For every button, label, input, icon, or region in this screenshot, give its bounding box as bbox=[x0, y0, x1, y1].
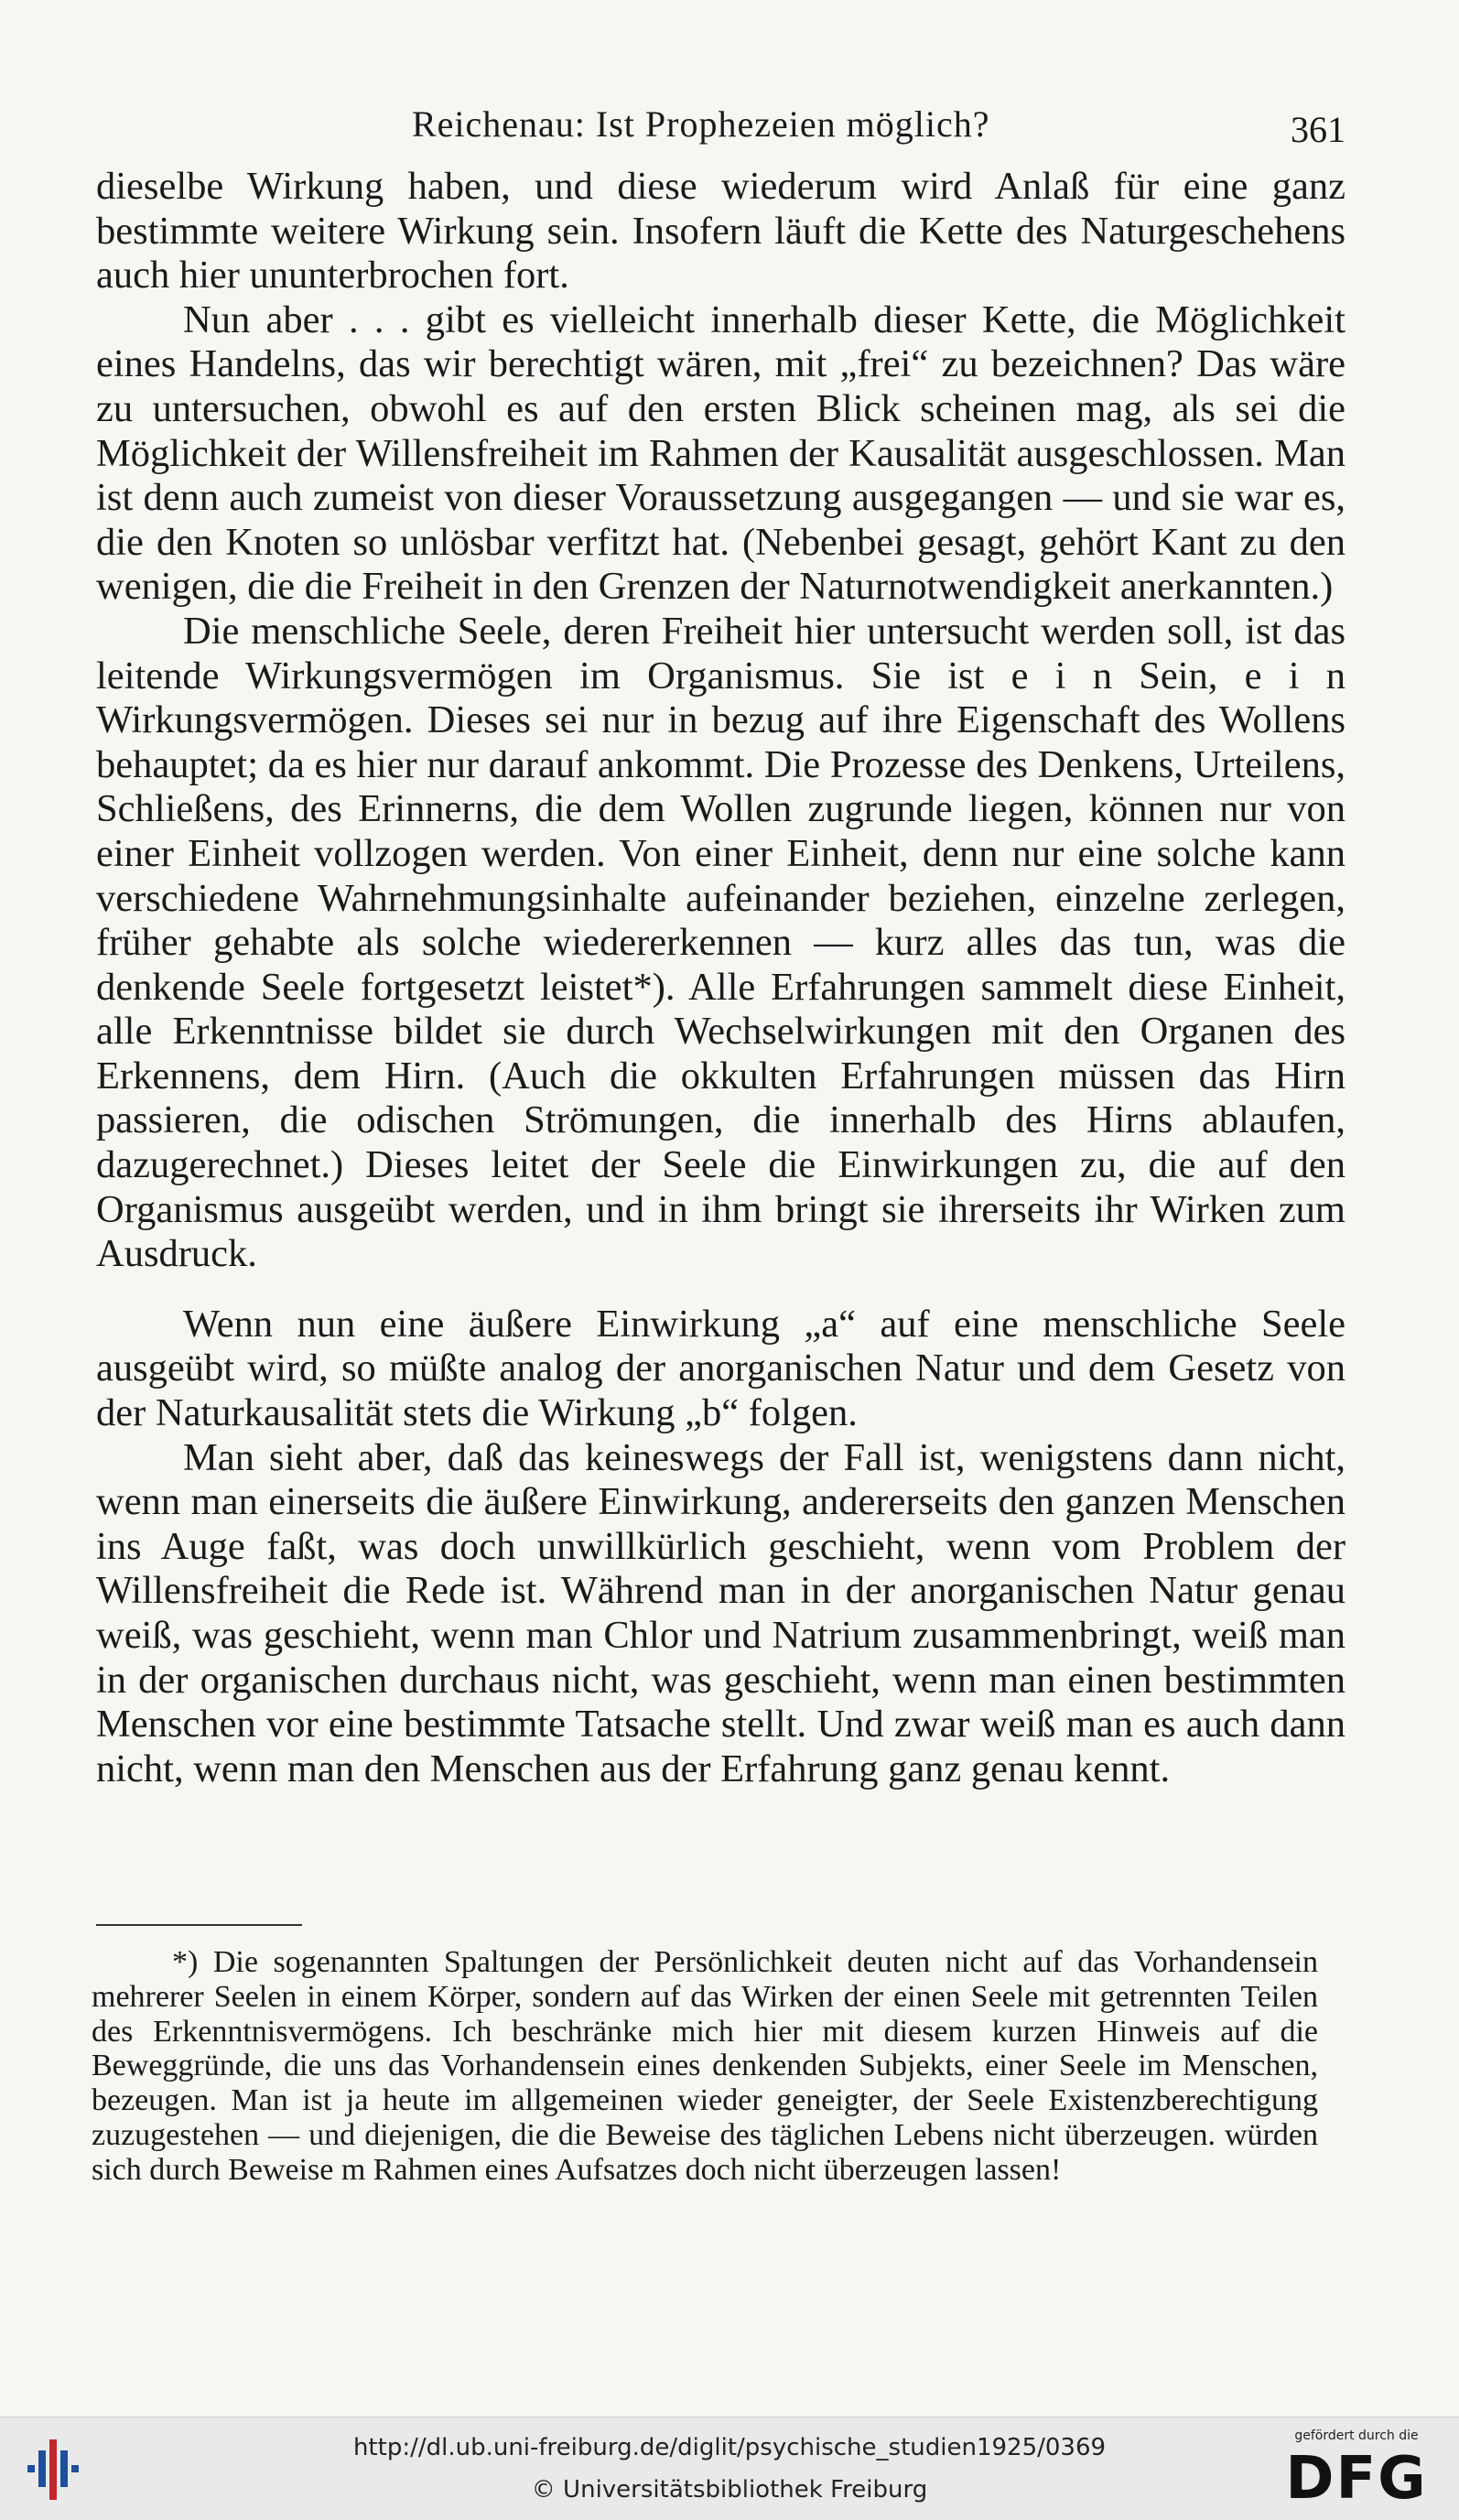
dfg-logo-text: DFG bbox=[1285, 2445, 1428, 2513]
page-number: 361 bbox=[1291, 109, 1346, 150]
dfg-logo bbox=[1274, 2428, 1439, 2513]
paragraph: Nun aber . . . gibt es vielleicht innerhalb dieser Kette, die Möglichkeit eines Handelns, das wir berechtigt wären, mit „frei“ zu bezeichnen? Das wäre zu untersuchen, obwohl es auf den ersten Blick scheinen mag, als sei die Möglichkeit der Willensfreiheit im Rahmen der Kausalität ausgeschlossen. Man ist denn auch zumeist von dieser Voraussetzung ausgegangen — und sie war es, die den Knoten so unlösbar verfitzt hat. (Nebenbei gesagt, gehört Kant zu den wenigen, die die Freiheit in den Grenzen der Naturnotwendigkeit anerkannten.) bbox=[96, 297, 1346, 609]
paragraph: dieselbe Wirkung haben, und diese wiederum wird Anlaß für eine ganz bestimmte weitere Wirkung sein. Insofern läuft die Kette des Naturgeschehens auch hier ununterbrochen fort. bbox=[96, 165, 1346, 297]
copyright-notice: © Universitätsbibliothek Freiburg bbox=[531, 2476, 928, 2504]
footnote: *) Die sogenannten Spaltungen der Persönlichkeit deuten nicht auf das Vorhandensein mehrerer Seelen in einem Körper, sondern auf das Wirken der einen Seele mit getrennten Teilen des Erkenntnisvermögens. Ich beschränke mich hier mit diesem kurzen Hinweis auf die Beweggründe, die uns das Vorhandensein eines denkenden Subjekts, einer Seele im Menschen, bezeugen. Man ist ja heute im allgemeinen wieder geneigter, der Seele Existenzberechtigung zuzugestehen — und diejenigen, die die Beweise des täglichen Lebens nicht überzeugen. würden sich durch Beweise m Rahmen eines Aufsatzes doch nicht überzeugen lassen! bbox=[92, 1945, 1318, 2187]
body-text bbox=[96, 165, 1346, 1791]
paragraph: Wenn nun eine äußere Einwirkung „a“ auf eine menschliche Seele ausgeübt wird, so müßte analog der anorganischen Natur und dem Gesetz von der Naturkausalität stets die Wirkung „b“ folgen. bbox=[96, 1302, 1346, 1435]
dfg-caption: gefördert durch die bbox=[1294, 2428, 1419, 2443]
footnote-rule bbox=[96, 1924, 302, 1926]
running-title: Reichenau: Ist Prophezeien möglich? bbox=[412, 103, 990, 145]
footer-bar bbox=[0, 2417, 1459, 2520]
permalink-url[interactable]: http://dl.ub.uni-freiburg.de/diglit/psychische_studien1925/0369 bbox=[352, 2434, 1107, 2461]
page-header bbox=[119, 103, 1346, 157]
paragraph: Man sieht aber, daß das keineswegs der Fall ist, wenigstens dann nicht, wenn man einerseits die äußere Einwirkung, andererseits den ganzen Menschen ins Auge faßt, was doch unwillkürlich geschieht, wenn vom Problem der Willensfreiheit die Rede ist. Während man in der anorganischen Natur genau weiß, was geschieht, wenn man Chlor und Natrium zusammenbringt, weiß man in der organischen durchaus nicht, was geschieht, wenn man einen bestimmten Menschen vor eine bestimmte Tatsache stellt. Und zwar weiß man es auch dann nicht, wenn man den Menschen aus der Erfahrung ganz genau kennt. bbox=[96, 1435, 1346, 1790]
paragraph: Die menschliche Seele, deren Freiheit hier untersucht werden soll, ist das leitende Wirkungsvermögen im Organismus. Sie ist e i n Sein, e i n Wirkungsvermögen. Dieses sei nur in bezug auf ihre Eigenschaft des Wollens behauptet; da es hier nur darauf ankommt. Die Prozesse des Denkens, Urteilens, Schließens, des Erinnerns, die dem Wollen zugrunde liegen, können nur von einer Einheit vollzogen werden. Von einer Einheit, denn nur eine solche kann verschiedene Wahrnehmungsinhalte aufeinander beziehen, einzelne zerlegen, früher gehabte als solche wiedererkennen — kurz alles das tun, was die denkende Seele fortgesetzt leistet*). Alle Erfahrungen sammelt diese Einheit, alle Erkenntnisse bildet sie durch Wechselwirkungen mit den Organen des Erkennens, dem Hirn. (Auch die okkulten Erfahrungen müssen das Hirn passieren, die odischen Strömungen, die innerhalb des Hirns ablaufen, dazugerechnet.) Dieses leitet der Seele die Einwirkungen zu, die auf den Organismus ausgeübt werden, und in ihm bringt sie ihrerseits ihr Wirken zum Ausdruck. bbox=[96, 609, 1346, 1276]
